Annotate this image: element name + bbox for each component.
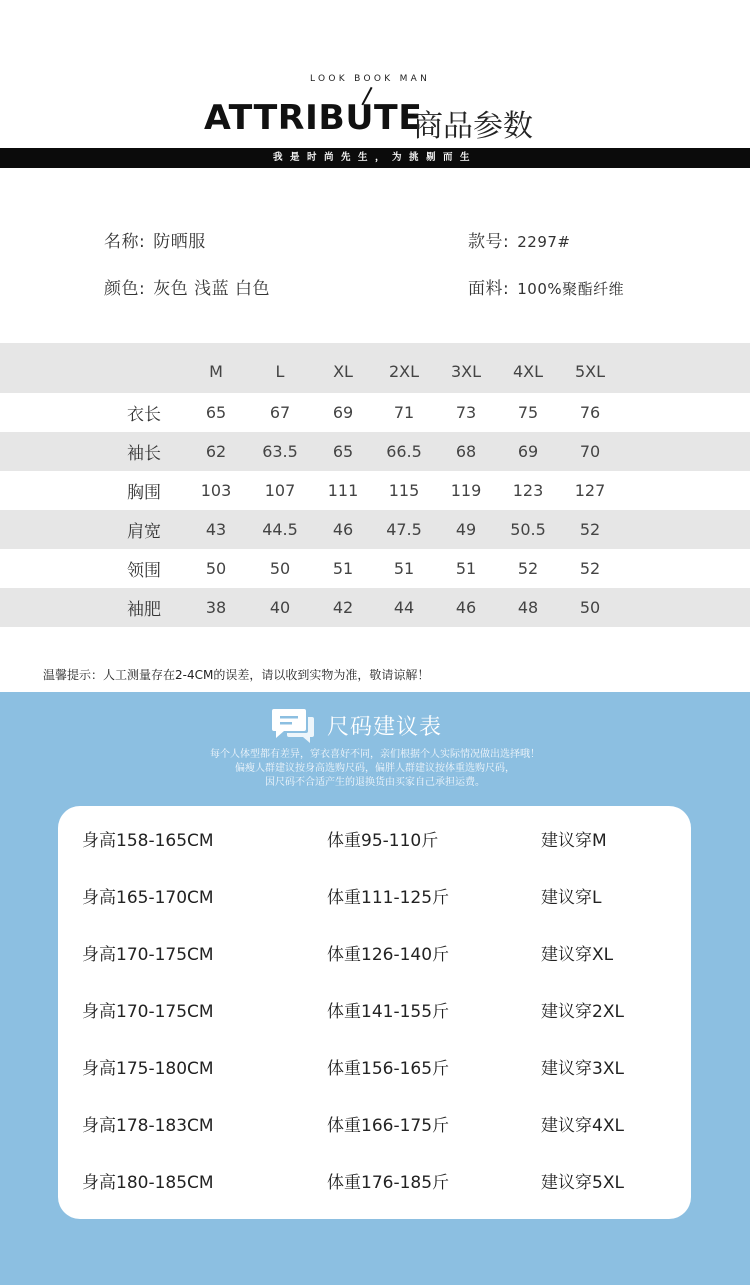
size-table-cell: 52 (517, 559, 539, 578)
size-table-cell: 51 (393, 559, 415, 578)
size-table-cell: 73 (455, 403, 477, 422)
recommendation-card (58, 806, 691, 1219)
size-row-label: 肩宽 (127, 522, 161, 542)
size-table-cell: 40 (269, 598, 291, 617)
recommendation-row (58, 826, 691, 856)
info-name-value: 防晒服 (153, 232, 206, 252)
size-table-cell: 44.5 (262, 520, 298, 539)
recommendation-note: 每个人体型都有差异，穿衣喜好不同，亲们根据个人实际情况做出选择哦！ (210, 749, 540, 760)
recommendation-row (58, 997, 691, 1027)
size-table (0, 343, 750, 627)
size-header-cell: 4XL (512, 361, 544, 381)
slogan-bar (0, 148, 750, 168)
info-color-label: 颜色: (104, 279, 146, 299)
recommend-height: 身高170-175CM (82, 945, 214, 965)
size-table-cell: 75 (517, 403, 539, 422)
recommend-weight: 体重176-185斤 (327, 1173, 450, 1193)
size-table-cell: 107 (264, 481, 296, 500)
size-table-cell: 46 (455, 598, 477, 617)
recommend-height: 身高180-185CM (82, 1173, 214, 1193)
size-table-cell: 69 (517, 442, 539, 461)
recommend-size: 建议穿L (541, 888, 602, 908)
info-name (104, 227, 206, 252)
recommendation-row (58, 1168, 691, 1198)
size-table-cell: 46 (332, 520, 354, 539)
recommend-weight: 体重166-175斤 (327, 1116, 450, 1136)
size-table-cell: 66.5 (386, 442, 422, 461)
info-color (104, 274, 270, 299)
recommend-height: 身高165-170CM (82, 888, 214, 908)
size-table-row (0, 393, 750, 432)
recommend-size: 建议穿M (541, 831, 607, 851)
size-table-cell: 111 (327, 481, 359, 500)
size-table-row (0, 471, 750, 510)
size-table-cell: 62 (205, 442, 227, 461)
slogan-text: 我是时尚先生，为挑剔而生 (272, 152, 477, 163)
recommendation-row (58, 1054, 691, 1084)
recommend-size: 建议穿3XL (541, 1059, 624, 1079)
size-table-row (0, 549, 750, 588)
size-table-header (0, 343, 750, 393)
size-table-cell: 43 (205, 520, 227, 539)
info-style-value: 2297# (517, 233, 571, 251)
size-table-cell: 70 (579, 442, 601, 461)
info-fabric-value: 100%聚酯纤维 (517, 280, 625, 298)
size-table-cell: 48 (517, 598, 539, 617)
size-table-cell: 65 (205, 403, 227, 422)
info-name-label: 名称: (104, 232, 146, 252)
size-table-cell: 68 (455, 442, 477, 461)
size-table-row (0, 510, 750, 549)
info-color-value: 灰色 浅蓝 白色 (153, 279, 271, 299)
size-table-cell: 44 (393, 598, 415, 617)
recommend-weight: 体重126-140斤 (327, 945, 450, 965)
recommendation-note: 因尺码不合适产生的退换货由买家自己承担运费。 (265, 777, 485, 788)
recommend-size: 建议穿XL (541, 945, 614, 965)
page-title: ATTRIBUTE (204, 98, 423, 138)
recommend-size: 建议穿4XL (541, 1116, 624, 1136)
recommendation-row (58, 1111, 691, 1141)
size-header-cell: 5XL (574, 361, 606, 381)
recommend-weight: 体重95-110斤 (327, 831, 439, 851)
size-row-label: 胸围 (127, 483, 161, 503)
size-table-cell: 115 (388, 481, 420, 500)
size-header-cell: 3XL (450, 361, 482, 381)
size-table-row (0, 588, 750, 627)
size-row-label: 领围 (127, 561, 161, 581)
size-table-cell: 38 (205, 598, 227, 617)
size-table-cell: 71 (393, 403, 415, 422)
recommend-size: 建议穿2XL (541, 1002, 624, 1022)
size-row-label: 袖肥 (127, 600, 161, 620)
recommend-height: 身高170-175CM (82, 1002, 214, 1022)
info-fabric-label: 面料: (468, 279, 510, 299)
size-row-label: 衣长 (127, 405, 161, 425)
size-table-cell: 127 (574, 481, 606, 500)
size-table-cell: 51 (455, 559, 477, 578)
page-subtitle: 商品参数 (413, 109, 533, 144)
recommendation-row (58, 940, 691, 970)
size-table-cell: 69 (332, 403, 354, 422)
recommend-height: 身高158-165CM (82, 831, 214, 851)
size-table-cell: 52 (579, 520, 601, 539)
size-table-cell: 49 (455, 520, 477, 539)
recommend-weight: 体重111-125斤 (327, 888, 450, 908)
recommend-size: 建议穿5XL (541, 1173, 624, 1193)
size-table-cell: 63.5 (262, 442, 298, 461)
size-table-cell: 65 (332, 442, 354, 461)
measurement-tip: 温馨提示：人工测量存在2-4CM的误差，请以收到实物为准，敬请谅解！ (43, 668, 430, 682)
recommendation-title: 尺码建议表 (327, 715, 443, 740)
size-header-cell: 2XL (388, 361, 420, 381)
size-table-cell: 50 (269, 559, 291, 578)
info-style-number (468, 227, 570, 252)
recommend-weight: 体重156-165斤 (327, 1059, 450, 1079)
recommend-weight: 体重141-155斤 (327, 1002, 450, 1022)
info-style-label: 款号: (468, 232, 510, 252)
size-table-cell: 47.5 (386, 520, 422, 539)
recommend-height: 身高178-183CM (82, 1116, 214, 1136)
size-table-cell: 51 (332, 559, 354, 578)
recommendation-row (58, 883, 691, 913)
size-table-cell: 76 (579, 403, 601, 422)
recommend-height: 身高175-180CM (82, 1059, 214, 1079)
size-table-cell: 103 (200, 481, 232, 500)
size-table-cell: 50.5 (510, 520, 546, 539)
recommendation-note: 偏瘦人群建议按身高选购尺码，偏胖人群建议按体重选购尺码， (235, 763, 515, 774)
size-table-cell: 67 (269, 403, 291, 422)
size-header-cell: XL (333, 361, 353, 381)
chat-bubbles-icon (272, 706, 316, 750)
size-table-cell: 52 (579, 559, 601, 578)
size-table-cell: 42 (332, 598, 354, 617)
size-table-cell: 119 (450, 481, 482, 500)
size-table-cell: 123 (512, 481, 544, 500)
size-table-cell: 50 (579, 598, 601, 617)
size-table-row (0, 432, 750, 471)
info-fabric (468, 274, 624, 299)
lookbook-label: LOOK BOOK MAN (310, 74, 431, 84)
size-table-cell: 50 (205, 559, 227, 578)
size-header-cell: M (209, 361, 223, 381)
size-header-cell: L (275, 361, 285, 381)
size-row-label: 袖长 (127, 444, 161, 464)
